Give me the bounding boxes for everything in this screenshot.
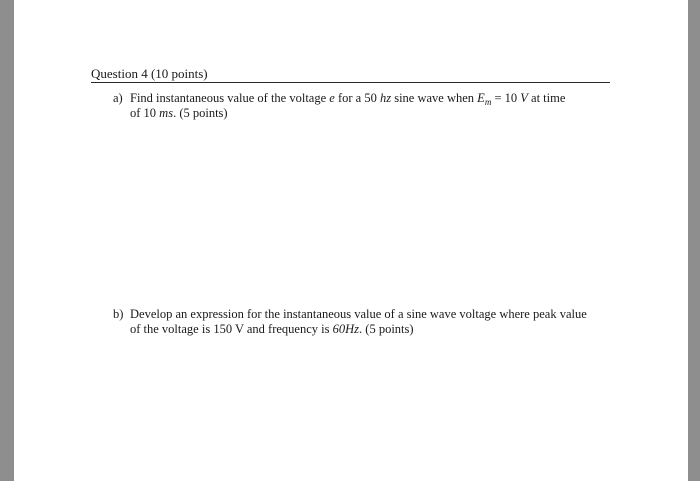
part-b-line-1: Develop an expression for the instantaneous value of a sine wave voltage where peak value xyxy=(130,307,587,321)
left-screen-edge xyxy=(0,0,14,481)
math-unit-hz: hz xyxy=(379,91,392,105)
part-b-marker: b) xyxy=(113,307,124,321)
document-page xyxy=(14,0,688,481)
question-heading xyxy=(91,66,610,83)
part-a-text: of 10 xyxy=(130,106,160,120)
part-a-text: at time xyxy=(527,91,566,105)
part-b-line-2 xyxy=(130,321,414,337)
part-b-text: . (5 points) xyxy=(359,322,414,336)
math-unit-ms: ms xyxy=(159,106,174,120)
part-a-text: sine wave when xyxy=(391,91,478,105)
math-variable-E: E xyxy=(477,91,485,105)
part-a-line-2 xyxy=(130,105,228,121)
math-unit-60Hz: 60Hz xyxy=(332,322,360,336)
right-screen-edge xyxy=(688,0,700,481)
part-a-marker: a) xyxy=(113,91,123,105)
part-a-text: . (5 points) xyxy=(173,106,228,120)
math-subscript-m: m xyxy=(484,97,492,107)
math-unit-V: V xyxy=(520,91,528,105)
part-b-text: of the voltage is 150 V and frequency is xyxy=(130,322,333,336)
part-a-text: = 10 xyxy=(491,91,521,105)
question-title: Question 4 (10 points) xyxy=(91,66,208,81)
part-a-text: Find instantaneous value of the voltage xyxy=(130,91,330,105)
math-variable-e: e xyxy=(329,91,335,105)
part-a-text: for a 50 xyxy=(334,91,380,105)
